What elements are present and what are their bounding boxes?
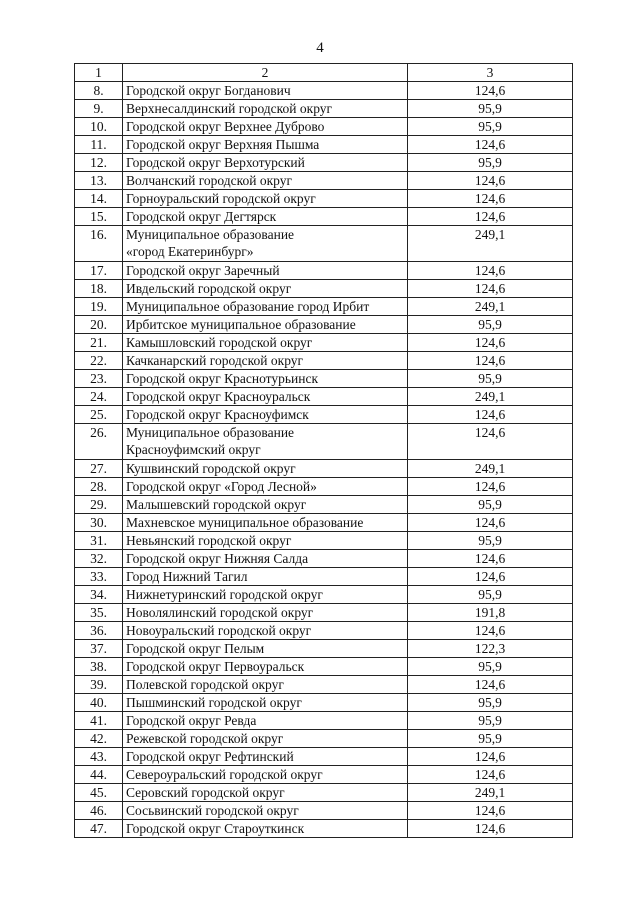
municipality-name: Городской округ Ревда (123, 712, 408, 730)
municipality-name: Малышевский городской округ (123, 496, 408, 514)
row-number: 9. (75, 100, 123, 118)
table-row (75, 82, 573, 100)
row-number: 18. (75, 280, 123, 298)
municipality-name (123, 226, 408, 262)
row-value: 124,6 (408, 424, 573, 460)
row-number: 19. (75, 298, 123, 316)
municipality-name: Махневское муниципальное образование (123, 514, 408, 532)
row-number: 21. (75, 334, 123, 352)
table-row (75, 208, 573, 226)
table-row (75, 532, 573, 550)
row-number: 24. (75, 388, 123, 406)
row-value: 124,6 (408, 352, 573, 370)
row-number: 29. (75, 496, 123, 514)
row-number: 14. (75, 190, 123, 208)
table-row (75, 640, 573, 658)
row-value: 124,6 (408, 406, 573, 424)
row-number: 40. (75, 694, 123, 712)
municipality-name-line-1: Муниципальное образование (126, 227, 295, 242)
row-number: 37. (75, 640, 123, 658)
table-row (75, 658, 573, 676)
municipality-name: Североуральский городской округ (123, 766, 408, 784)
row-value: 95,9 (408, 118, 573, 136)
table-row (75, 604, 573, 622)
row-number: 45. (75, 784, 123, 802)
table-row (75, 550, 573, 568)
municipality-name: Серовский городской округ (123, 784, 408, 802)
column-header-value: 3 (408, 64, 573, 82)
municipality-name: Верхнесалдинский городской округ (123, 100, 408, 118)
row-number: 34. (75, 586, 123, 604)
table-row (75, 802, 573, 820)
row-value: 95,9 (408, 586, 573, 604)
row-number: 31. (75, 532, 123, 550)
row-value: 95,9 (408, 532, 573, 550)
municipality-name-line-1: Муниципальное образование (126, 425, 295, 440)
table-row (75, 766, 573, 784)
municipality-name: Горноуральский городской округ (123, 190, 408, 208)
column-header-name: 2 (123, 64, 408, 82)
row-number: 38. (75, 658, 123, 676)
row-number: 27. (75, 460, 123, 478)
row-value: 124,6 (408, 262, 573, 280)
table-row (75, 280, 573, 298)
row-number: 25. (75, 406, 123, 424)
row-number: 36. (75, 622, 123, 640)
row-value: 124,6 (408, 280, 573, 298)
row-number: 17. (75, 262, 123, 280)
table-row (75, 262, 573, 280)
table-row (75, 226, 573, 262)
table-row (75, 316, 573, 334)
row-value: 124,6 (408, 82, 573, 100)
municipality-name: Городской округ Верхняя Пышма (123, 136, 408, 154)
table-row (75, 100, 573, 118)
table-row (75, 568, 573, 586)
municipality-name: Городской округ Рефтинский (123, 748, 408, 766)
municipality-name: Муниципальное образование город Ирбит (123, 298, 408, 316)
municipality-name-line-2: «город Екатеринбург» (126, 244, 254, 259)
municipality-name: Ирбитское муниципальное образование (123, 316, 408, 334)
row-value: 191,8 (408, 604, 573, 622)
row-value: 124,6 (408, 802, 573, 820)
row-value: 249,1 (408, 460, 573, 478)
table-body (75, 64, 573, 838)
row-value: 124,6 (408, 478, 573, 496)
municipality-name: Городской округ Красноуфимск (123, 406, 408, 424)
row-number: 35. (75, 604, 123, 622)
table-row (75, 352, 573, 370)
municipality-name: Городской округ Красноуральск (123, 388, 408, 406)
row-value: 95,9 (408, 730, 573, 748)
row-value: 249,1 (408, 226, 573, 262)
table-row (75, 118, 573, 136)
table-row (75, 586, 573, 604)
row-value: 95,9 (408, 712, 573, 730)
table-row (75, 334, 573, 352)
row-value: 124,6 (408, 568, 573, 586)
municipality-name: Городской округ Нижняя Салда (123, 550, 408, 568)
table-row (75, 370, 573, 388)
row-number: 10. (75, 118, 123, 136)
table-row (75, 406, 573, 424)
table-row (75, 460, 573, 478)
municipality-name (123, 424, 408, 460)
table-row (75, 622, 573, 640)
row-value: 95,9 (408, 154, 573, 172)
municipality-name-line-2: Красноуфимский округ (126, 442, 261, 457)
municipality-name: Новолялинский городской округ (123, 604, 408, 622)
row-value: 95,9 (408, 496, 573, 514)
row-number: 43. (75, 748, 123, 766)
row-value: 124,6 (408, 748, 573, 766)
row-number: 39. (75, 676, 123, 694)
municipality-name: Городской округ Первоуральск (123, 658, 408, 676)
municipality-name: Волчанский городской округ (123, 172, 408, 190)
row-number: 33. (75, 568, 123, 586)
row-number: 16. (75, 226, 123, 262)
table-row (75, 154, 573, 172)
municipality-name: Камышловский городской округ (123, 334, 408, 352)
municipality-name: Городской округ Староуткинск (123, 820, 408, 838)
municipality-name: Невьянский городской округ (123, 532, 408, 550)
row-value: 124,6 (408, 676, 573, 694)
municipality-name: Сосьвинский городской округ (123, 802, 408, 820)
table-row (75, 136, 573, 154)
municipality-name: Городской округ «Город Лесной» (123, 478, 408, 496)
row-value: 124,6 (408, 190, 573, 208)
row-value: 124,6 (408, 334, 573, 352)
municipal-table (74, 63, 573, 838)
row-value: 124,6 (408, 766, 573, 784)
table-row (75, 784, 573, 802)
row-number: 20. (75, 316, 123, 334)
municipality-name: Городской округ Пелым (123, 640, 408, 658)
table-row (75, 514, 573, 532)
municipality-name: Городской округ Богданович (123, 82, 408, 100)
municipality-name: Городской округ Верхнее Дуброво (123, 118, 408, 136)
row-value: 124,6 (408, 172, 573, 190)
row-value: 249,1 (408, 298, 573, 316)
row-value: 124,6 (408, 136, 573, 154)
table-row (75, 190, 573, 208)
row-number: 46. (75, 802, 123, 820)
row-number: 12. (75, 154, 123, 172)
table-row (75, 478, 573, 496)
row-value: 124,6 (408, 514, 573, 532)
table-row (75, 424, 573, 460)
row-value: 95,9 (408, 694, 573, 712)
row-number: 8. (75, 82, 123, 100)
municipality-name: Городской округ Дегтярск (123, 208, 408, 226)
row-number: 47. (75, 820, 123, 838)
row-value: 124,6 (408, 622, 573, 640)
table-row (75, 298, 573, 316)
municipality-name: Город Нижний Тагил (123, 568, 408, 586)
row-number: 42. (75, 730, 123, 748)
row-number: 32. (75, 550, 123, 568)
row-value: 95,9 (408, 316, 573, 334)
table-row (75, 712, 573, 730)
municipality-name: Кушвинский городской округ (123, 460, 408, 478)
municipality-name: Режевской городской округ (123, 730, 408, 748)
table-row (75, 694, 573, 712)
row-value: 122,3 (408, 640, 573, 658)
column-header-number: 1 (75, 64, 123, 82)
municipality-name: Качканарский городской округ (123, 352, 408, 370)
row-value: 249,1 (408, 388, 573, 406)
row-number: 28. (75, 478, 123, 496)
table-row (75, 730, 573, 748)
row-number: 26. (75, 424, 123, 460)
row-value: 95,9 (408, 370, 573, 388)
municipality-name: Ивдельский городской округ (123, 280, 408, 298)
municipality-name: Городской округ Верхотурский (123, 154, 408, 172)
municipality-name: Новоуральский городской округ (123, 622, 408, 640)
row-number: 30. (75, 514, 123, 532)
row-number: 41. (75, 712, 123, 730)
row-number: 23. (75, 370, 123, 388)
municipality-name: Городской округ Заречный (123, 262, 408, 280)
table-row (75, 172, 573, 190)
row-value: 249,1 (408, 784, 573, 802)
table-row (75, 748, 573, 766)
table-row (75, 676, 573, 694)
table-row (75, 820, 573, 838)
municipality-name: Городской округ Краснотурьинск (123, 370, 408, 388)
page-number: 4 (316, 40, 324, 56)
table-row (75, 388, 573, 406)
row-number: 15. (75, 208, 123, 226)
row-value: 124,6 (408, 208, 573, 226)
table-row (75, 496, 573, 514)
row-number: 22. (75, 352, 123, 370)
row-value: 124,6 (408, 550, 573, 568)
municipality-name: Нижнетуринский городской округ (123, 586, 408, 604)
table-header-row (75, 64, 573, 82)
municipality-name: Полевской городской округ (123, 676, 408, 694)
row-number: 11. (75, 136, 123, 154)
row-value: 95,9 (408, 100, 573, 118)
municipality-name: Пышминский городской округ (123, 694, 408, 712)
row-number: 13. (75, 172, 123, 190)
row-number: 44. (75, 766, 123, 784)
row-value: 124,6 (408, 820, 573, 838)
row-value: 95,9 (408, 658, 573, 676)
